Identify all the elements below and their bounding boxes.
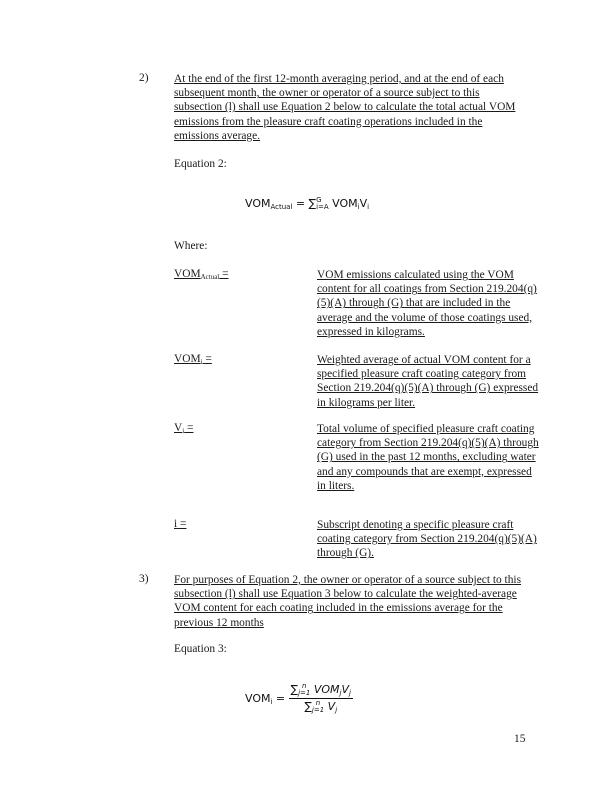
eq3-den-sigma: ∑ <box>304 700 312 713</box>
eq3-denominator <box>289 700 353 714</box>
eq3-equals: = <box>272 691 286 705</box>
where-label: Where: <box>174 240 208 252</box>
item-2-number: 2) <box>139 72 149 84</box>
eq3-num-body: VOM <box>313 683 340 696</box>
definition-text-v-i: Total volume of specified pleasure craft coating category from Section 219.204(q)(5)(A) through (G) used in the past 12 months, excluding water and any compounds that are exempt, expressed in liters. <box>317 423 539 492</box>
eq3-num-sigma: ∑ <box>290 683 299 696</box>
def-term-suffix: = <box>219 268 229 280</box>
eq3-num-sub: j=1 <box>298 689 311 697</box>
eq3-lhs: VOM <box>245 691 271 705</box>
def-term-base: i <box>174 518 178 530</box>
def-term-suffix: = <box>177 518 187 530</box>
eq2-lhs-sub: Actual <box>270 203 293 211</box>
eq2-lhs: VOM <box>245 197 271 210</box>
definition-text-vom-i: Weighted average of actual VOM content for a specified pleasure craft coating category from Section 219.204(q)(5)(A) through (G) expressed in kilograms per liter. <box>317 354 539 409</box>
eq2-equals: = <box>292 197 309 210</box>
item-2-text: At the end of the first 12-month averaging period, and at the end of each subsequent month, the owner or operator of a source subject to this subsection (l) shall use Equation 2 below to calculate the total actual VOM emissions from the pleasure craft coating operations included in the emissions average. <box>174 73 516 142</box>
eq2-rhs-sub1: i <box>357 203 360 211</box>
eq3-den-sup: n <box>315 699 321 707</box>
equation-3-label: Equation 3: <box>174 643 227 655</box>
eq3-num-v-sub: j <box>349 689 351 697</box>
eq3-den-body: V <box>327 700 336 713</box>
eq2-rhs: VOM <box>328 197 358 210</box>
def-term-base: VOM <box>174 268 201 280</box>
definition-text-vom-actual: VOM emissions calculated using the VOM content for all coatings from Section 219.204(q)(5)(A) through (G) that are included in the average and the volume of those coatings used, expressed in kilograms. <box>317 269 537 338</box>
definition-term-v-i <box>174 422 193 435</box>
eq2-rhs-v: V <box>359 197 368 210</box>
equation-3 <box>245 683 353 714</box>
definition-term-i <box>174 518 186 530</box>
item-3-text: For purposes of Equation 2, the owner or operator of a source subject to this subsection (l) shall use Equation 3 below to calculate the weighted-average VOM content for each coating included in the emissions average for the previous 12 months <box>174 574 522 629</box>
eq3-numerator <box>289 683 353 697</box>
definition-text-i: Subscript denoting a specific pleasure craft coating category from Section 219.204(q)(5)(A) through (G). <box>317 519 537 560</box>
equation-2 <box>245 197 369 211</box>
eq3-num-sup: n <box>301 682 307 690</box>
page-number: 15 <box>514 733 526 745</box>
eq3-fraction <box>289 683 353 714</box>
eq3-num-body-sub: j <box>339 689 342 697</box>
eq3-num-v: V <box>341 683 350 696</box>
def-term-base: V <box>174 422 183 434</box>
definition-term-vom-i <box>174 353 212 366</box>
eq2-sigma: ∑ <box>308 197 317 210</box>
eq3-fraction-bar <box>289 698 353 699</box>
eq2-sigma-sub: i=A <box>316 203 329 211</box>
eq2-sigma-sup: G <box>316 196 322 204</box>
def-term-sub: i <box>200 358 203 366</box>
eq3-lhs-sub: i <box>270 697 273 706</box>
equation-2-label: Equation 2: <box>174 158 227 170</box>
def-term-sub: i <box>182 427 185 435</box>
item-3-number: 3) <box>139 573 149 585</box>
def-term-sub: Actual <box>200 273 220 281</box>
def-term-base: VOM <box>174 353 201 365</box>
def-term-suffix: = <box>184 422 194 434</box>
definition-term-vom-actual <box>174 268 229 281</box>
eq3-den-sub: j=1 <box>311 706 325 714</box>
eq2-rhs-sub2: i <box>367 203 370 211</box>
def-term-suffix: = <box>202 353 212 365</box>
eq3-den-body-sub: j <box>335 706 338 714</box>
